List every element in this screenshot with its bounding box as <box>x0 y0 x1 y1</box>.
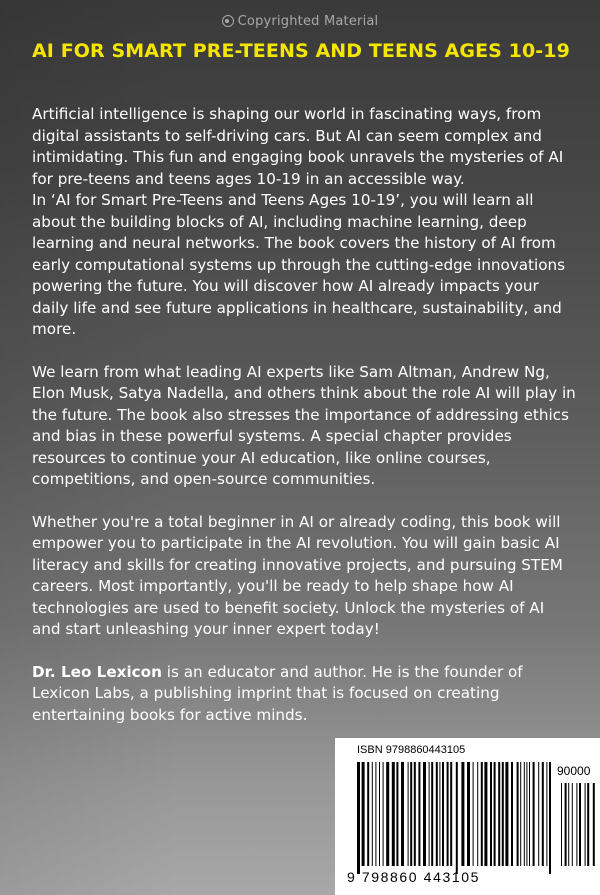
isbn-barcode <box>335 738 600 895</box>
watermark <box>0 14 600 29</box>
barcode-bar <box>484 762 487 866</box>
barcode-bar <box>520 762 521 866</box>
copyright-icon <box>222 15 234 27</box>
barcode-bar <box>498 762 500 866</box>
barcode-bar <box>593 783 595 866</box>
barcode-bars <box>355 762 555 874</box>
book-title: AI FOR SMART PRE-TEENS AND TEENS AGES 10-19 <box>32 40 570 62</box>
barcode-bar <box>565 783 567 866</box>
barcode-addon-bars <box>559 783 597 874</box>
barcode-bar <box>538 762 539 866</box>
barcode-bar <box>568 783 569 866</box>
barcode-bar <box>561 783 562 866</box>
barcode-bar <box>526 762 527 866</box>
barcode-bar <box>423 762 426 866</box>
barcode-bar <box>442 762 444 866</box>
description-paragraph-4: Whether you're a total beginner in AI or already coding, this book will empower you to participate in the AI revolution. You will gain basic AI literacy and skills for creating innovative projects, and pursuing STEM careers. Most importantly, you'll be ready to help shape how AI technologies are used to benefit society. Unlock the mysteries of AI and start unleashing your inner expert today! <box>32 512 563 638</box>
description-paragraph-1: Artificial intelligence is shaping our world in fascinating ways, from digital assistants to self-driving cars. But AI can seem complex and intimidating. This fun and engaging book unravels the mysteries of AI for pre-teens and teens ages 10-19 in an accessible way. <box>32 105 564 188</box>
barcode-bar <box>367 762 369 866</box>
barcode-bar <box>414 762 416 866</box>
barcode-bar <box>587 783 589 866</box>
barcode-bar <box>511 762 513 866</box>
barcode-bar <box>576 783 577 866</box>
barcode-bar <box>379 762 380 866</box>
watermark-text: Copyrighted Material <box>237 14 379 29</box>
barcode-bar <box>447 762 449 866</box>
barcode-bar <box>375 762 376 866</box>
barcode-bar <box>408 762 409 866</box>
barcode-bar <box>549 762 551 874</box>
barcode-bar <box>585 783 586 866</box>
barcode-bar <box>436 762 438 866</box>
barcode-bar <box>357 762 360 874</box>
barcode-bar <box>461 762 464 866</box>
description-paragraph-2: In ‘AI for Smart Pre-Teens and Teens Ages 10-19’, you will learn all about the building blocks of AI, including machine learning, deep learning and neural networks. The book covers the history of AI from early computational systems up through the cutting-edge innovations powering the future. You will discover how AI already impacts your daily life and see future applications in healthcare, sustainability, and more. <box>32 191 566 338</box>
barcode-bar <box>517 762 519 866</box>
barcode-bar <box>392 762 395 866</box>
author-bio <box>32 662 577 727</box>
barcode-bar <box>477 762 478 866</box>
barcode-bar <box>418 762 420 866</box>
barcode-bar <box>546 762 547 866</box>
author-name: Dr. Leo Lexicon <box>32 662 162 681</box>
barcode-bar <box>396 762 398 866</box>
barcode-bar <box>524 762 525 866</box>
barcode-bar <box>473 762 474 866</box>
barcode-bar <box>450 762 452 866</box>
description <box>32 104 577 726</box>
barcode-bar <box>505 762 508 866</box>
barcode-bar <box>431 762 433 866</box>
barcode-addon-number: 90000 <box>557 764 591 778</box>
barcode-bar <box>386 762 389 866</box>
barcode-bar <box>529 762 530 866</box>
barcode-bar <box>410 762 412 866</box>
barcode-bar <box>494 762 496 866</box>
barcode-bar <box>362 762 365 866</box>
barcode-bar <box>502 762 504 866</box>
author-bio-text: is an educator and author. He is the founder of Lexicon Labs, a publishing imprint that is focused on creating entertaining books for active minds. <box>32 662 523 724</box>
barcode-bar <box>401 762 404 866</box>
barcode-bar <box>383 762 384 866</box>
barcode-bar <box>490 762 492 866</box>
barcode-bar <box>372 762 373 866</box>
barcode-bar <box>456 762 458 874</box>
barcode-bar <box>542 762 544 866</box>
barcode-bar <box>429 762 430 866</box>
barcode-bar <box>439 762 440 866</box>
barcode-bar <box>533 762 535 866</box>
barcode-bar <box>579 783 581 866</box>
isbn-label: ISBN 9798860443105 <box>357 744 466 756</box>
barcode-bar <box>572 783 573 866</box>
description-paragraph-3: We learn from what leading AI experts like Sam Altman, Andrew Ng, Elon Musk, Satya Nadella, and others think about the role AI will play in the future. The book also stresses the importance of addressing ethics and bias in these powerful systems. A special chapter provides resources to continue your AI education, like online courses, competitions, and open-source communities. <box>32 362 576 488</box>
barcode-bar <box>481 762 483 866</box>
barcode-bar <box>467 762 470 866</box>
barcode-digits: 9 798860 443105 <box>347 869 480 885</box>
